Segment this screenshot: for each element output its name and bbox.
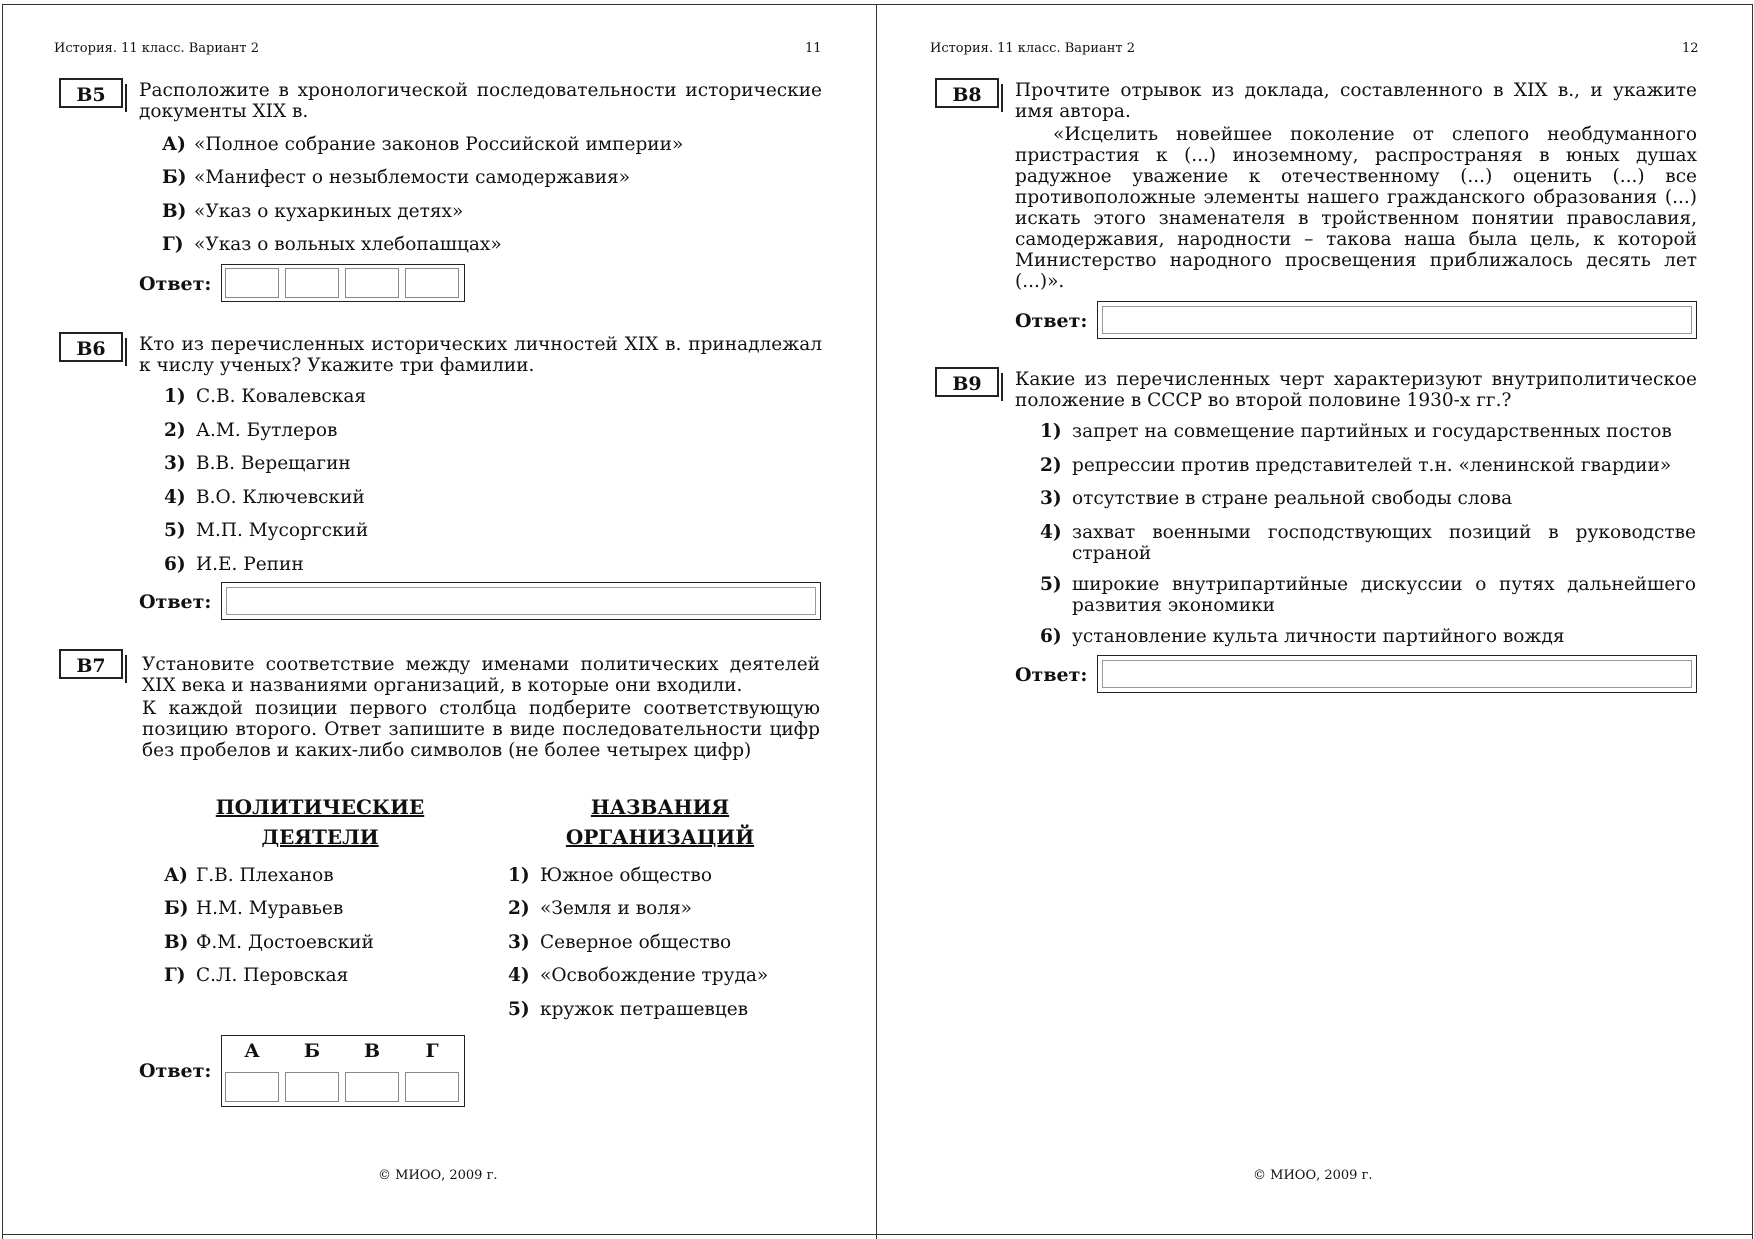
answer-label-b8: Ответ: xyxy=(1015,310,1088,332)
question-text-b6: Кто из перечисленных исторических личностей XIX в. принадлежал к числу ученых? Укажите три фамилии. xyxy=(139,334,822,376)
question-text-b8: Прочтите отрывок из доклада, составленного в XIX в., и укажите имя автора. xyxy=(1015,80,1697,122)
question-label-b7: В7 xyxy=(59,649,123,679)
b7-left-item: В) Ф.М. Достоевский xyxy=(164,932,374,953)
b7-left-item: Г) С.Л. Перовская xyxy=(164,965,349,986)
b7-right-item: 4) «Освобождение труда» xyxy=(508,965,769,986)
question-label-b5: В5 xyxy=(59,78,123,108)
column-heading-right: ОРГАНИЗАЦИЙ xyxy=(565,825,755,849)
b5-option: Б) «Манифест о незыблемости самодержавия» xyxy=(162,167,631,188)
answer-cell[interactable] xyxy=(405,268,459,298)
answer-cell[interactable] xyxy=(285,1072,339,1102)
question-text-b9: Какие из перечисленных черт характеризуют внутриполитическое положение в СССР во второй половине 1930-х гг.? xyxy=(1015,369,1697,411)
right-page-border xyxy=(1752,4,1753,1239)
question-text-b5: Расположите в хронологической последовательности исторические документы XIX в. xyxy=(139,80,822,122)
answer-letter: Г xyxy=(425,1040,439,1062)
answer-box-b8[interactable] xyxy=(1097,301,1697,339)
b6-option: 2) А.М. Бутлеров xyxy=(164,420,338,441)
answer-label-b7: Ответ: xyxy=(139,1060,212,1082)
b9-option: 1) запрет на совмещение партийных и государственных постов xyxy=(1040,421,1672,442)
answer-cell[interactable] xyxy=(225,268,279,298)
question-instructions-b7: К каждой позиции первого столбца подберите соответствующую позицию второго. Ответ запишите в виде последовательности цифр без пробелов и каких-либо символов (не более четырех цифр) xyxy=(142,698,820,761)
b6-option: 3) В.В. Верещагин xyxy=(164,453,351,474)
question-text-b7: Установите соответствие между именами политических деятелей XIX века и названиями организаций, в которые они входили. xyxy=(142,654,820,696)
answer-box-b9[interactable] xyxy=(1097,655,1697,693)
answer-box-b5 xyxy=(221,264,465,302)
b9-option: 3) отсутствие в стране реальной свободы слова xyxy=(1040,488,1513,509)
b6-option: 6) И.Е. Репин xyxy=(164,554,304,575)
question-label-b8: В8 xyxy=(935,78,999,108)
b6-option: 4) В.О. Ключевский xyxy=(164,487,365,508)
b9-option: 5) широкие внутрипартийные дискуссии о путях дальнейшего развития экономики xyxy=(1040,574,1696,616)
bottom-border xyxy=(2,1234,1752,1235)
quote-text-b8: «Исцелить новейшее поколение от слепого необдуманного пристрастия к (...) иноземному, распространяя в юных душах радужное уважение к отечественному (...) оценить (...) все противоположные элементы нашего гражданского образования (...) искать этого знаменателя в тройственном понятии православия, самодержавия, народности – такова наша была цель, к которой Министерство народного просвещения приближалось десять лет (...)». xyxy=(1015,124,1697,292)
column-heading-right: НАЗВАНИЯ xyxy=(590,795,730,819)
b7-left-item: Б) Н.М. Муравьев xyxy=(164,898,344,919)
b7-right-item: 3) Северное общество xyxy=(508,932,732,953)
b6-option: 1) С.В. Ковалевская xyxy=(164,386,367,407)
page-header-title: История. 11 класс. Вариант 2 xyxy=(54,41,260,56)
b7-right-item: 5) кружок петрашевцев xyxy=(508,999,749,1020)
answer-label-b9: Ответ: xyxy=(1015,664,1088,686)
answer-label-b5: Ответ: xyxy=(139,273,212,295)
page-number: 11 xyxy=(805,41,822,56)
answer-letter: А xyxy=(244,1040,260,1062)
page-footer: © МИОО, 2009 г. xyxy=(378,1168,498,1183)
answer-letter: В xyxy=(363,1040,381,1062)
page-footer: © МИОО, 2009 г. xyxy=(1253,1168,1373,1183)
left-page-border xyxy=(2,4,3,1239)
b5-option: Г) «Указ о вольных хлебопашцах» xyxy=(162,234,502,255)
column-heading-left: ДЕЯТЕЛИ xyxy=(261,825,379,849)
b7-left-item: А) Г.В. Плеханов xyxy=(164,865,334,886)
answer-cell[interactable] xyxy=(225,1072,279,1102)
answer-cell[interactable] xyxy=(345,268,399,298)
answer-label-b6: Ответ: xyxy=(139,591,212,613)
b7-right-item: 2) «Земля и воля» xyxy=(508,898,692,919)
column-heading-left: ПОЛИТИЧЕСКИЕ xyxy=(215,795,425,819)
b9-option: 4) захват военными господствующих позиций в руководстве страной xyxy=(1040,522,1696,564)
top-border xyxy=(2,4,1752,5)
question-label-b9: В9 xyxy=(935,367,999,397)
answer-box-b6[interactable] xyxy=(221,582,821,620)
answer-cell[interactable] xyxy=(285,268,339,298)
b5-option: А) «Полное собрание законов Российской империи» xyxy=(162,134,684,155)
b6-option: 5) М.П. Мусоргский xyxy=(164,520,369,541)
page-header-title: История. 11 класс. Вариант 2 xyxy=(930,41,1136,56)
b5-option: В) «Указ о кухаркиных детях» xyxy=(162,201,464,222)
b9-option: 2) репрессии против представителей т.н. «ленинской гвардии» xyxy=(1040,455,1672,476)
page-number: 12 xyxy=(1682,41,1699,56)
answer-table-b7 xyxy=(221,1035,465,1107)
b7-right-item: 1) Южное общество xyxy=(508,865,712,886)
answer-letter: Б xyxy=(303,1040,321,1062)
question-label-b6: В6 xyxy=(59,332,123,362)
b9-option: 6) установление культа личности партийного вождя xyxy=(1040,626,1565,647)
answer-cell[interactable] xyxy=(345,1072,399,1102)
page-divider xyxy=(876,4,877,1239)
answer-cell[interactable] xyxy=(405,1072,459,1102)
